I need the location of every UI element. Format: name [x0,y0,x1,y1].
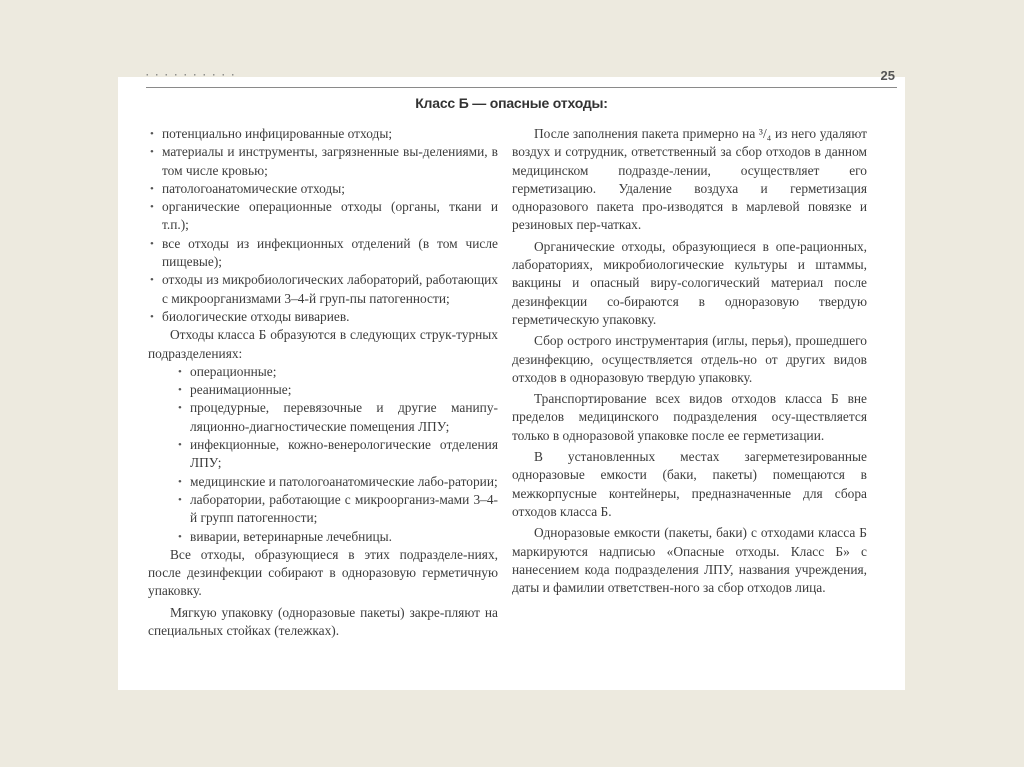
list-item: • материалы и инструменты, загрязненные вы-делениями, в том числе кровью; [150,143,498,180]
list-item: • процедурные, перевязочные и другие манипу-ляционно-диагностические помещения ЛПУ; [178,399,498,436]
right-column [512,125,867,597]
list-item: • лаборатории, работающие с микроорганиз-мами 3–4-й групп патогенности; [178,491,498,528]
list-item: • виварии, ветеринарные лечебницы. [178,528,498,546]
list-item: • операционные; [178,363,498,381]
list-item: • отходы из микробиологических лабораторий, работающих с микроорганизмами 3–4-й груп-пы патогенности; [150,271,498,308]
paragraph: Сбор острого инструментария (иглы, перья), прошедшего дезинфекцию, осуществляется отдель-но от других видов отходов в одноразовую твердую упаковку. [512,333,867,385]
paragraph: Транспортирование всех видов отходов класса Б вне пределов медицинского подразделения осу-ществляется только в одноразовой упаковке после ее герметизации. [512,391,867,443]
document-page [118,68,905,690]
running-header-text: · · · · · · · · · · [146,70,237,80]
units-list [148,363,498,546]
paragraph: Одноразовые емкости (пакеты, баки) с отходами класса Б маркируются надписью «Опасные отходы. Класс Б» с нанесением кода подразделения ЛПУ, названия учреждения, даты и фамилии ответствен-ного за сбор отходов лица. [512,525,867,596]
page-number: 25 [880,68,895,83]
list-item: • органические операционные отходы (органы, ткани и т.п.); [150,198,498,235]
list-item: • медицинские и патологоанатомические лабо-ратории; [178,473,498,491]
running-header [146,68,897,88]
list-item: • биологические отходы вивариев. [150,308,498,326]
units-intro-paragraph: Отходы класса Б образуются в следующих струк-турных подразделениях: [148,327,498,361]
paragraph: Органические отходы, образующиеся в опе-рационных, лабораториях, микробиологические культуры и штаммы, вакцины и опасный виру-сологический материал после дезинфекции со-бираются в одноразовую твердую герметическую упаковку. [512,238,867,327]
paragraph: Мягкую упаковку (одноразовые пакеты) закре-пляют на специальных стойках (тележках). [148,604,498,639]
section-heading: Класс Б — опасные отходы: [415,95,608,111]
list-item: • инфекционные, кожно-венерологические отделения ЛПУ; [178,436,498,473]
list-item: • все отходы из инфекционных отделений (в том числе пищевые); [150,235,498,272]
list-item: • патологоанатомические отходы; [150,180,498,198]
list-item: • потенциально инфицированные отходы; [150,125,498,143]
paragraph: После заполнения пакета примерно на ³/₄ из него удаляют воздух и сотрудник, ответственный за сбор отходов в данном медицинском подразде-лении, осуществляет его герметизацию. Удаление воздуха и герметизация одноразового пакета про-изводятся в марлевой повязке и резиновых пер-чатках. [512,126,867,233]
paragraph: В установленных местах загерметезированные одноразовые емкости (баки, пакеты) помещаются в межкорпусные контейнеры, предназначенные для сбора отходов класса Б. [512,449,867,519]
list-item: • реанимационные; [178,381,498,399]
paragraph: Все отходы, образующиеся в этих подразделе-ниях, после дезинфекции собирают в одноразовую герметичную упаковку. [148,546,498,599]
left-column [148,125,498,640]
waste-types-list [148,125,498,326]
